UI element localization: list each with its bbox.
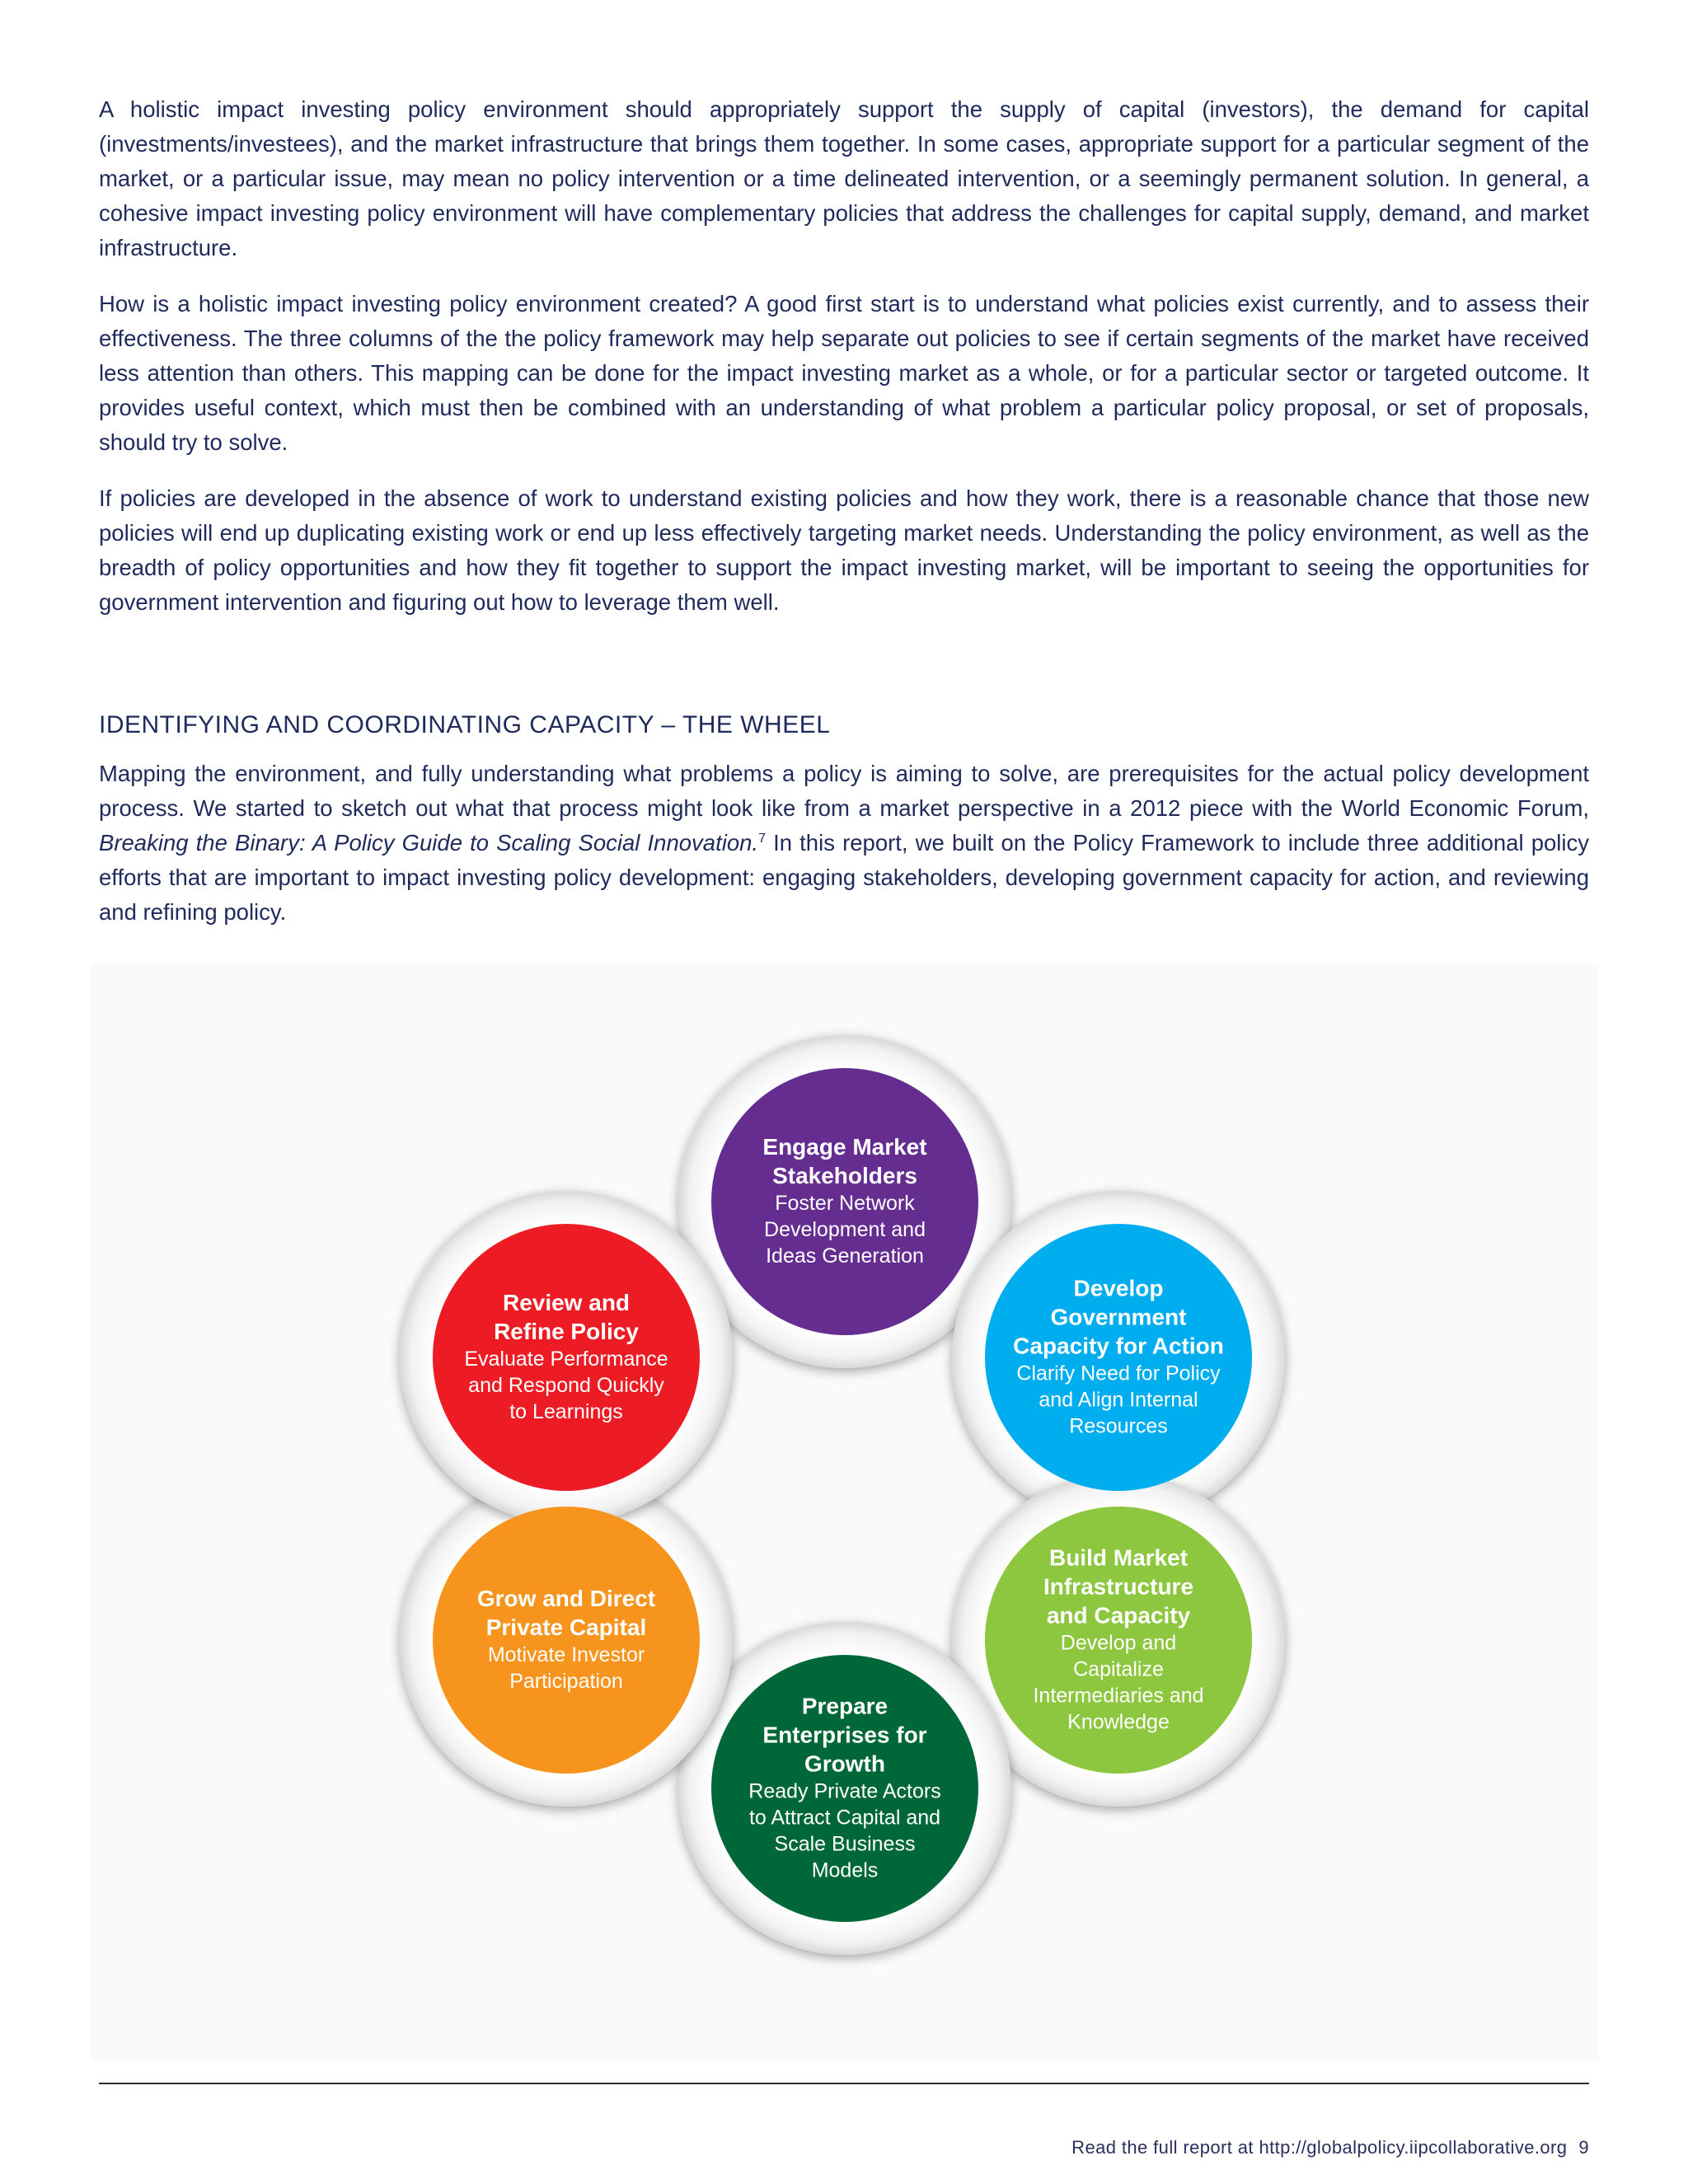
wheel-desc-grow-0: Motivate Investor — [487, 1643, 645, 1666]
wheel-desc-build-3: Knowledge — [1067, 1710, 1170, 1734]
intro-text-after: In this report, we built on the Policy Framework to include three additional policy efforts that are important to impact investing policy development: engaging stakeholders, developing government capacity for action, and reviewing and refining policy. — [99, 830, 1590, 925]
wheel-title-review-0: Review and — [502, 1290, 631, 1315]
wheel-node-grow — [433, 1507, 700, 1774]
wheel-desc-build-1: Capitalize — [1073, 1657, 1164, 1681]
wheel-desc-prepare-2: Scale Business — [774, 1832, 916, 1856]
wheel-title-develop-1: Government — [1050, 1304, 1187, 1330]
wheel-title-prepare-2: Growth — [804, 1750, 885, 1777]
wheel-title-build-0: Build Market — [1048, 1544, 1189, 1571]
paragraph-3: If policies are developed in the absence of work to understand existing policies and how they work, there is a reasonable chance that those new policies will end up duplicating existing work or end up less effectively targeting market needs. Understanding the policy environment, as well as the breadth of policy opportunities and how they fit together to support the impact investing market, will be important to seeing the opportunities for government intervention and figuring out how to leverage them well. — [99, 485, 1589, 615]
footer-link-text: Read the full report at http://globalpolicy.iipcollaborative.org — [1071, 2137, 1568, 2158]
wheel-title-grow-1: Private Capital — [485, 1615, 647, 1640]
section-heading: IDENTIFYING AND COORDINATING CAPACITY – THE WHEEL — [99, 711, 831, 738]
wheel-desc-engage-0: Foster Network — [775, 1192, 915, 1215]
wheel-desc-review-2: to Learnings — [509, 1400, 623, 1423]
wheel-desc-prepare-0: Ready Private Actors — [748, 1779, 941, 1803]
wheel-desc-develop-0: Clarify Need for Policy — [1016, 1361, 1221, 1385]
wheel-desc-engage-1: Development and — [764, 1218, 926, 1241]
wheel-title-build-1: Infrastructure — [1043, 1573, 1194, 1600]
wheel-node-build — [985, 1507, 1252, 1774]
report-title: Breaking the Binary: A Policy Guide to Scaling Social Innovation. — [99, 830, 759, 855]
wheel-desc-build-0: Develop and — [1060, 1631, 1177, 1655]
page-number: 9 — [1578, 2137, 1589, 2158]
wheel-node-engage — [711, 1068, 978, 1335]
wheel-title-develop-0: Develop — [1073, 1275, 1164, 1301]
wheel-title-review-1: Refine Policy — [494, 1319, 639, 1344]
footer — [1071, 2137, 1589, 2158]
wheel-title-develop-2: Capacity for Action — [1013, 1333, 1224, 1359]
wheel-desc-prepare-3: Models — [811, 1858, 879, 1882]
wheel-title-engage-0: Engage Market — [762, 1134, 927, 1160]
wheel-desc-engage-2: Ideas Generation — [766, 1244, 924, 1268]
wheel-title-build-2: and Capacity — [1046, 1602, 1191, 1629]
wheel-title-prepare-0: Prepare — [801, 1693, 889, 1719]
wheel-desc-develop-1: and Align Internal — [1039, 1388, 1198, 1412]
wheel-title-grow-0: Grow and Direct — [476, 1586, 656, 1611]
footnote-ref: 7 — [758, 831, 766, 846]
paragraph-2: How is a holistic impact investing policy environment created? A good first start is to understand what policies exist currently, and to assess their effectiveness. The three columns of the the policy framework may help separate out policies to see if certain segments of the market have received less attention than others. This mapping can be done for the impact investing market as a whole, or for a particular sector or targeted outcome. It provides useful context, which must then be combined with an understanding of what problem a particular policy proposal, or set of proposals, should try to solve. — [99, 291, 1589, 455]
wheel-desc-grow-1: Participation — [509, 1670, 623, 1693]
wheel-desc-develop-2: Resources — [1069, 1414, 1168, 1438]
wheel-disc-grow — [433, 1507, 700, 1774]
wheel-node-develop — [985, 1224, 1252, 1491]
wheel-desc-prepare-1: to Attract Capital and — [748, 1806, 941, 1830]
footer-divider — [99, 2083, 1589, 2084]
wheel-node-review — [433, 1224, 700, 1491]
wheel-desc-build-2: Intermediaries and — [1033, 1684, 1204, 1708]
intro-text-before: Mapping the environment, and fully understanding what problems a policy is aiming to solve, are prerequisites for the actual policy development process. We started to sketch out what that process might look like from a market perspective in a 2012 piece with the World Economic Forum, — [99, 761, 1589, 821]
wheel-title-engage-1: Stakeholders — [772, 1163, 917, 1188]
wheel-desc-review-1: and Respond Quickly — [468, 1374, 664, 1397]
wheel-desc-review-0: Evaluate Performance — [464, 1347, 668, 1371]
wheel-node-prepare — [711, 1655, 978, 1922]
wheel-title-prepare-1: Enterprises for — [762, 1722, 927, 1748]
paragraph-1: A holistic impact investing policy environment should appropriately support the supply of capital (investors), the demand for capital (investments/investees), and the market infrastructure that brings them together. In some cases, appropriate support for a particular segment of the market, or a particular issue, may mean no policy intervention or a time delineated intervention, or a seemingly permanent solution. In general, a cohesive impact investing policy environment will have complementary policies that address the challenges for capital supply, demand, and market infrastructure. — [99, 96, 1589, 260]
